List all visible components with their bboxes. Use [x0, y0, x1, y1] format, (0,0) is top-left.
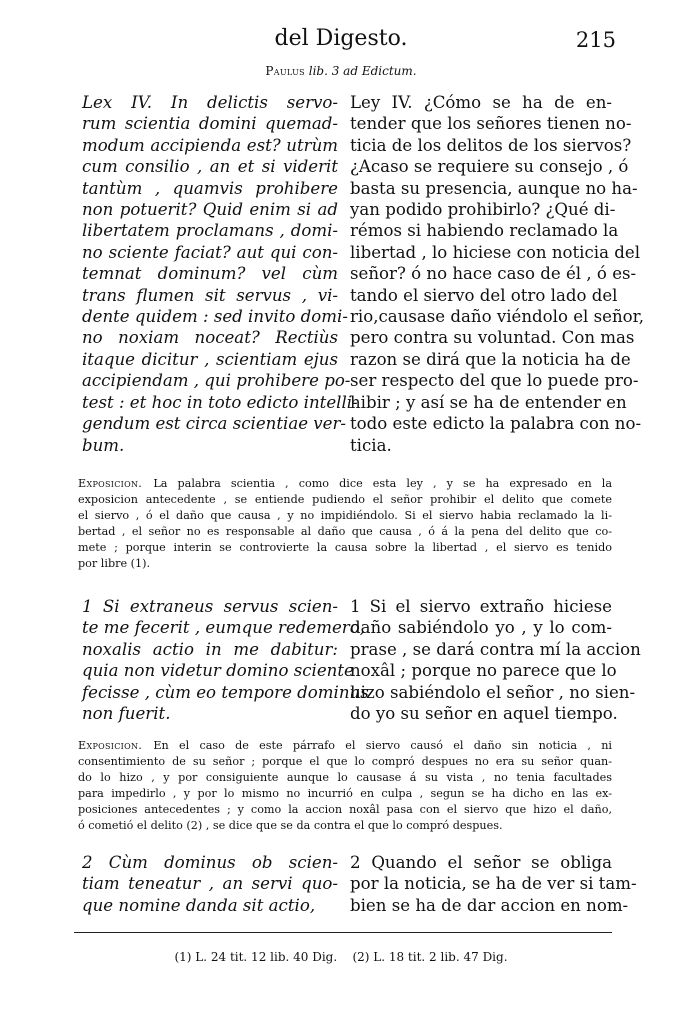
text-line — [78, 476, 612, 492]
text-line: dente quidem : sed invito domi- — [82, 307, 348, 327]
text-line: non potuerit? Quid enim si ad — [82, 200, 338, 220]
text-line: daño sabiéndolo yo , y lo com- — [350, 618, 612, 638]
footnote-2: (2) L. 18 tit. 2 lib. 47 Dig. — [352, 950, 508, 964]
text-line: pero contra su voluntad. Con mas — [350, 328, 635, 348]
text-line: fecisse , cùm eo tempore dominus — [82, 682, 369, 702]
text-line: por la noticia, se ha de ver si tam- — [350, 874, 637, 894]
lex4-latin-column — [82, 92, 358, 456]
text-line: bum. — [82, 435, 125, 455]
text-line: hizo sabiéndolo el señor , no sien- — [350, 682, 636, 702]
text-line: que nomine danda sit actio, — [82, 895, 316, 915]
text-line: por libre (1). — [78, 557, 151, 571]
text-line: no noxiam noceat? Rectiùs — [82, 328, 338, 348]
source-attribution — [0, 64, 682, 78]
text-line: 1 Si el siervo extraño hiciese — [350, 597, 612, 616]
text-line: tiam teneatur , an servi quo- — [82, 874, 338, 894]
text-line: temnat dominum? vel cùm — [82, 264, 338, 284]
text-line: libertatem proclamans , domi- — [82, 221, 338, 241]
source-author: Paulus — [265, 64, 305, 78]
running-head — [0, 26, 682, 56]
paragraph1-spanish-column — [350, 596, 641, 724]
text-line: el siervo , ó el daño que causa , y no impidiéndolo. Si el siervo habia reclamado la li- — [78, 509, 612, 523]
text-line: accipiendam , qui prohibere po- — [82, 371, 351, 391]
footnotes — [0, 950, 682, 964]
text-line: rio,causase daño viéndolo el señor, — [350, 307, 645, 327]
text-line: Lex IV. In delictis servo- — [82, 93, 338, 112]
text-line: rémos si habiendo reclamado la — [350, 221, 619, 241]
exposicion-text: La palabra scientia , como dice esta ley , y se ha expresado en la — [153, 477, 612, 490]
text-line: cum consilio , an et si viderit — [82, 157, 338, 177]
text-line: exposicion antecedente , se entiende pudiendo el señor prohibir el delito que comete — [78, 493, 612, 507]
text-line: ticia. — [350, 435, 392, 455]
text-line: ticia de los delitos de los siervos? — [350, 135, 632, 155]
text-line: ¿Acaso se requiere su consejo , ó — [350, 157, 629, 177]
text-line: noxâl ; porque no parece que lo — [350, 661, 617, 681]
source-work: lib. 3 ad Edictum. — [308, 64, 417, 78]
text-line: posiciones antecedentes ; y como la accion noxâl pasa con el siervo que hizo el daño, — [78, 803, 612, 817]
text-line: ser respecto del que lo puede pro- — [350, 371, 639, 391]
paragraph1-exposicion — [78, 738, 612, 835]
text-line: tender que los señores tienen no- — [350, 114, 632, 134]
lex4-spanish-column — [350, 92, 645, 456]
text-line: ó cometió el delito (2) , se dice que se da contra el que lo compró despues. — [78, 819, 503, 833]
text-line: quia non videtur domino sciente — [82, 661, 354, 681]
text-line: tantùm , quamvis prohibere — [82, 178, 338, 198]
text-line: 1 Si extraneus servus scien- — [82, 597, 338, 616]
text-line: no sciente faciat? aut qui con- — [82, 242, 338, 262]
text-line: mete ; porque interin se controvierte la causa sobre la libertad , el siervo es tenido — [78, 541, 612, 555]
running-title: del Digesto. — [274, 26, 408, 51]
text-line: bertad , el señor no es responsable al daño que causa , ó á la pena del delito que co- — [78, 525, 612, 539]
text-line: tando el siervo del otro lado del — [350, 285, 618, 305]
text-line: itaque dicitur , scientiam ejus — [82, 349, 338, 369]
text-line: Ley IV. ¿Cómo se ha de en- — [350, 93, 612, 112]
text-line: basta su presencia, aunque no ha- — [350, 178, 638, 198]
exposicion-label: Exposicion. — [78, 739, 143, 752]
lex4-exposicion — [78, 476, 612, 573]
text-line: para impedirlo , y por lo mismo no incurrió en culpa , segun se ha dicho en las ex- — [78, 787, 612, 801]
text-line: 2 Cùm dominus ob scien- — [82, 853, 338, 872]
text-line: prase , se dará contra mí la accion — [350, 639, 641, 659]
paragraph2-latin-column — [82, 852, 338, 916]
text-line: 2 Quando el señor se obliga — [350, 853, 612, 872]
text-line: rum scientia domini quemad- — [82, 114, 338, 134]
text-line: hibir ; y así se ha de entender en — [350, 392, 627, 412]
text-line: modum accipienda est? utrùm — [82, 135, 338, 155]
text-line: consentimiento de su señor ; porque el que lo compró despues no era su señor quan- — [78, 755, 612, 769]
text-line: te me fecerit , eumque redemero, — [82, 618, 365, 638]
footnote-1: (1) L. 24 tit. 12 lib. 40 Dig. — [174, 950, 338, 964]
text-line: do yo su señor en aquel tiempo. — [350, 704, 618, 724]
text-line: test : et hoc in toto edicto intelli- — [82, 392, 358, 412]
text-line: yan podido prohibirlo? ¿Qué di- — [350, 200, 616, 220]
footnote-rule — [74, 932, 612, 933]
paragraph1-latin-column — [82, 596, 369, 724]
text-line: noxalis actio in me dabitur: — [82, 639, 338, 659]
text-line: non fuerit. — [82, 704, 171, 724]
text-line: trans flumen sit servus , vi- — [82, 285, 338, 305]
text-line: do lo hizo , y por consiguiente aunque lo causase á su vista , no tenia facultades — [78, 771, 612, 785]
paragraph2-spanish-column — [350, 852, 637, 916]
text-line — [78, 738, 612, 754]
text-line: libertad , lo hiciese con noticia del — [350, 242, 641, 262]
text-line: señor? ó no hace caso de él , ó es- — [350, 264, 637, 284]
text-line: todo este edicto la palabra con no- — [350, 414, 642, 434]
text-line: bien se ha de dar accion en nom- — [350, 895, 629, 915]
text-line: gendum est circa scientiae ver- — [82, 414, 347, 434]
exposicion-label: Exposicion. — [78, 477, 143, 490]
exposicion-text: En el caso de este párrafo el siervo causó el daño sin noticia , ni — [153, 739, 612, 752]
text-line: razon se dirá que la noticia ha de — [350, 349, 631, 369]
page-number: 215 — [575, 28, 616, 52]
